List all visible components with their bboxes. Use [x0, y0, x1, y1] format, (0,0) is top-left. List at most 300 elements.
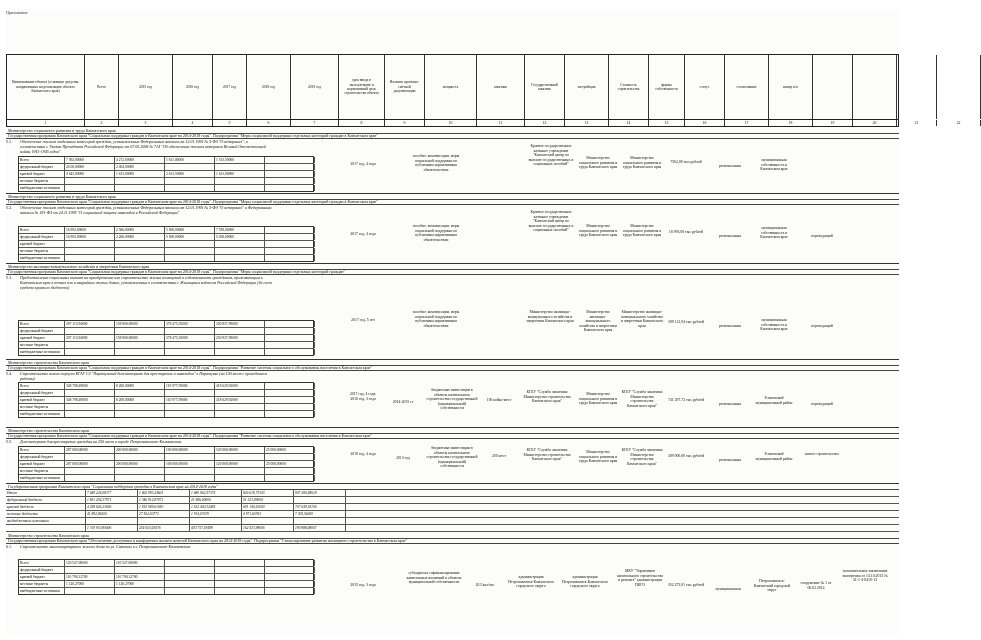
fin-cell: 120 000,00000	[215, 461, 265, 467]
fin-cell: внебюджетные источники	[19, 588, 65, 594]
financing-table	[18, 382, 314, 418]
fin-row	[19, 475, 313, 481]
fin-cell: федеральный бюджет	[19, 328, 65, 334]
header-col-status: статус	[685, 55, 725, 119]
purpose-cell: пособие, компенсации, меры социальной поддержки по публичным нормативным обязательствам	[412, 154, 460, 172]
fin-cell	[215, 475, 265, 481]
fin-cell	[165, 255, 215, 261]
sum-cell: 21 986,00000	[190, 497, 242, 503]
customer-cell: Министерство жилищно-коммунального хозяйства и энергетики Камчатского края	[526, 310, 574, 324]
fin-cell: Всего	[19, 321, 65, 327]
cost-cell: 309 000,00 тыс.рублей	[667, 454, 705, 458]
fin-cell: 110 977,59000	[165, 383, 215, 389]
fin-row	[19, 335, 313, 342]
header-col-cost: Стоимость строительства	[609, 55, 649, 119]
fin-cell	[115, 248, 165, 254]
fin-row	[19, 468, 313, 475]
row-description: Строительство нового корпуса КГАУ СЗ "Паратунский дом-интернат для престарелых и инвалидов" в Паратунке (на 100 мест с проведением работы)	[20, 371, 267, 381]
sum-cell: 1 914,67670	[190, 511, 242, 517]
term-cell: 2017 год, 4 года	[350, 232, 376, 236]
fin-cell	[265, 404, 315, 410]
section-title: Министерство строительства Камчатского края	[6, 360, 899, 366]
owner-cell: муниципальная собственность в Камчатском крае	[760, 318, 788, 332]
fin-cell	[215, 248, 265, 254]
fin-cell: 158 800,00000	[115, 321, 165, 327]
fin-row	[19, 241, 313, 248]
table-row-5-2	[6, 204, 899, 264]
fin-cell: 200 000,00000	[115, 447, 165, 453]
sum-cell: 907 280,48618	[294, 490, 346, 496]
ministry-cell: Министерство социального развития и труда Камчатского края	[578, 156, 618, 170]
sum-cell: 7 649 224,08377	[86, 490, 138, 496]
fin-row	[19, 397, 313, 404]
design-cell: 2013 год	[396, 456, 410, 460]
summary-row	[6, 518, 899, 525]
fin-cell	[215, 328, 265, 334]
table-row-6-1	[6, 543, 899, 631]
fin-cell	[65, 468, 115, 474]
fin-cell	[265, 255, 315, 261]
row-description: Дом-интернат для престарелых граждан на 250 мест в городе Петропавловске-Камчатском	[20, 439, 182, 444]
sum-cell: 1 910 949,61050	[138, 504, 190, 510]
ministry-cell: МКУ "Управление капитального строительства и ремонта" администрации ПКГО	[617, 569, 663, 587]
status-cell: новое строительство	[805, 452, 839, 456]
fin-row	[19, 383, 313, 390]
fin-cell	[165, 185, 215, 191]
col-number: 7	[291, 120, 339, 126]
form-cell: региональная	[719, 458, 741, 462]
fin-cell	[65, 454, 115, 460]
fin-cell	[265, 383, 315, 389]
sum-cell	[6, 525, 86, 531]
col-number: 18	[769, 120, 813, 126]
header-col-2018: 2018 год	[247, 55, 291, 119]
fin-cell: 418 629,92000	[215, 397, 265, 403]
sum-cell: Итого	[6, 490, 86, 496]
sum-cell: 1 851 254,37971	[86, 497, 138, 503]
fin-cell	[65, 248, 115, 254]
fin-cell	[265, 454, 315, 460]
capacity-cell: 20 Гкал/час	[475, 583, 495, 587]
fin-cell: 250 837,99000	[215, 321, 265, 327]
program-title: Государственная программа Камчатского края "Социальная поддержка граждан в Камчатском крае на 2014-2018 годы". Подпрограмма "Развитие системы социального обслуживания населения в Камчатском крае"	[6, 365, 899, 371]
fin-cell	[165, 588, 215, 594]
fin-cell	[165, 454, 215, 460]
column-number-row	[6, 120, 961, 127]
fin-cell: 16 992,00000	[65, 227, 115, 233]
sum-cell: 1 612 400,32084	[190, 504, 242, 510]
fin-cell: 4 272,00000	[115, 157, 165, 163]
table-row-5-5	[6, 438, 899, 484]
fin-cell	[65, 411, 115, 417]
owner-cell: Елизовский муниципальный район	[755, 396, 793, 405]
fin-cell	[165, 390, 215, 396]
fin-cell	[65, 185, 115, 191]
fin-cell	[265, 581, 315, 587]
sum-cell: 4 971,60763	[242, 511, 294, 517]
fin-cell: краевой бюджет	[19, 397, 65, 403]
fin-cell	[265, 227, 315, 233]
fin-row	[19, 185, 313, 191]
section-title: Министерство строительства Камчатского края	[6, 533, 899, 539]
fin-cell	[115, 255, 165, 261]
fin-cell	[115, 185, 165, 191]
sum-cell: 707 649,18156	[294, 504, 346, 510]
row-description: Строительство многоквартирного жилого дома по ул. Савченко в г. Петропавловске-Камчатском	[20, 544, 191, 549]
fin-row	[19, 588, 313, 594]
fin-cell: местные бюджеты	[19, 581, 65, 587]
fin-cell	[165, 342, 215, 348]
fin-cell	[215, 588, 265, 594]
col-number: 17	[725, 120, 769, 126]
fin-cell: 348 798,49000	[65, 397, 115, 403]
fin-cell	[215, 560, 265, 566]
sum-cell: внебюджетные источники	[6, 518, 86, 524]
fin-cell: 7 558,00000	[215, 227, 265, 233]
col-number: 16	[685, 120, 725, 126]
fin-cell: 1 613,00000	[115, 171, 165, 177]
ministry-cell: КГБУ "Служба заказчика Министерства строительства Камчатского края"	[621, 448, 663, 466]
fin-cell	[165, 468, 215, 474]
cost-cell: 741 297,72 тыс.рублей	[667, 398, 705, 402]
summary-row	[6, 490, 899, 497]
fin-cell: федеральный бюджет	[19, 567, 65, 573]
program-title: Государственная программа Камчатского края "Социальная поддержка граждан в Камчатском крае на 2014-2018 годы". Подпрограмма "Меры социальной поддержки отдельных категорий граждан"	[6, 269, 899, 275]
status-cell: переходящий	[811, 324, 833, 328]
fin-cell	[265, 241, 315, 247]
fin-cell	[265, 567, 315, 573]
col-number: 13	[565, 120, 609, 126]
sum-cell: 826 619,73343	[242, 490, 294, 496]
fin-cell: 287 000,00000	[65, 447, 115, 453]
sum-cell: 1 680 962,57374	[190, 490, 242, 496]
header-col-index: номер п/п	[769, 55, 813, 119]
sum-cell: 1 319 910,80006	[86, 525, 138, 531]
fin-row	[19, 447, 313, 454]
purpose-cell: пособие, компенсации, меры социальной поддержки по публичным нормативным обязательствам	[412, 310, 460, 328]
fin-cell	[65, 567, 115, 573]
section-title: Министерство жилищно-коммунального хозяйства и энергетики Камчатского края	[6, 264, 899, 270]
form-cell: региональная	[719, 164, 741, 168]
col-number: 22	[937, 120, 981, 126]
fin-row	[19, 171, 313, 178]
fin-cell	[215, 468, 265, 474]
term-cell: 2015 год, 3 года	[350, 583, 376, 587]
financing-table	[18, 226, 314, 262]
fin-cell	[215, 574, 265, 580]
section-title: Министерство социального развития и труда Камчатского края	[6, 194, 899, 200]
fin-cell: федеральный бюджет	[19, 234, 65, 240]
ministry-cell: Министерство социального развития и труда Камчатского края	[622, 224, 662, 238]
fin-cell: 378 475,35000	[165, 335, 215, 341]
fin-cell	[265, 164, 315, 170]
fin-cell: 250 837,99000	[215, 335, 265, 341]
header-col-2019: 2019 год	[291, 55, 339, 119]
fin-row	[19, 342, 313, 349]
fin-cell: Всего	[19, 227, 65, 233]
fin-cell	[265, 390, 315, 396]
summary-row	[6, 511, 899, 518]
fin-cell	[65, 390, 115, 396]
fin-row	[19, 164, 313, 171]
sum-cell	[294, 518, 346, 524]
fin-row	[19, 178, 313, 185]
fin-cell	[65, 342, 115, 348]
fin-cell: 7 392,00000	[65, 157, 115, 163]
scanned-document	[6, 10, 961, 634]
fin-cell	[165, 248, 215, 254]
fin-cell: Всего	[19, 157, 65, 163]
fin-cell	[65, 241, 115, 247]
fin-cell: внебюджетные источники	[19, 349, 65, 355]
fin-cell	[265, 321, 315, 327]
fin-cell: 5 569,00000	[165, 227, 215, 233]
fin-cell: федеральный бюджет	[19, 454, 65, 460]
fin-row	[19, 411, 313, 417]
fin-cell: Всего	[19, 447, 65, 453]
summary-title: Государственная программа Камчатского края "Социальная поддержка граждан в Камчатском крае на 2014-2018 годы"	[6, 484, 899, 490]
ministry-cell: Министерство жилищно-коммунального хозяйства и энергетики Камчатского края	[579, 310, 617, 333]
design-cell: 2014-2015 гг	[392, 400, 414, 404]
fin-cell	[115, 241, 165, 247]
fin-cell: местные бюджеты	[19, 178, 65, 184]
capacity-cell: 100 койко-мест	[486, 398, 512, 402]
approval-cell: положительное заключение экспертизы от 14.10.2013 № 41-1-4-0410-13	[842, 569, 888, 583]
section-title: Министерство социального развития и труда Камчатского края	[6, 128, 899, 134]
cost-cell: 399 112,94 тыс.рублей	[668, 320, 704, 324]
sum-cell: 7 305,56000	[294, 511, 346, 517]
row-description: Обеспечение жильем отдельных категорий граждан, установленных Федеральным законом от 12.01.1995 № 5-ФЗ "О ветеранах", в соответствии с Указом Президента Российской Федерации от 07.05.2008 № 714 "Об обеспечении жильем ветеранов Великой Отечественной войны 1941-1945 годов"	[20, 139, 266, 154]
header-col-blank-c	[897, 55, 937, 119]
term-cell: 2017 год, 4 года, 2016 год, 3 года	[349, 392, 377, 401]
fin-cell: 287 000,00000	[65, 461, 115, 467]
fin-cell	[115, 475, 165, 481]
fin-cell	[115, 454, 165, 460]
fin-row	[19, 581, 313, 588]
fin-cell: 16 992,00000	[65, 234, 115, 240]
fin-cell	[265, 328, 315, 334]
fin-row	[19, 227, 313, 234]
fin-cell	[165, 178, 215, 184]
fin-cell	[215, 454, 265, 460]
row-description: Обеспечение жильем отдельных категорий граждан, установленных Федеральным законом от 12.01.1995 № 5-ФЗ "О ветеранах" и Федеральным законом № 181-ФЗ от 24.11.1995 "О социальной защите инвалидов в Российской Федерации"	[20, 205, 272, 215]
fin-cell: 1 120,27000	[65, 581, 115, 587]
status-cell: сооружение № 1 от 06.02.2014	[800, 581, 832, 590]
fin-cell: 297 113,94000	[65, 321, 115, 327]
fin-cell: краевой бюджет	[19, 335, 65, 341]
header-col-capacity: мощность	[425, 55, 477, 119]
fin-cell: местные бюджеты	[19, 248, 65, 254]
fin-cell: 8 200,00000	[115, 383, 165, 389]
fin-row	[19, 349, 313, 355]
col-number: 5	[213, 120, 247, 126]
fin-cell	[115, 342, 165, 348]
fin-cell	[265, 468, 315, 474]
fin-cell: краевой бюджет	[19, 461, 65, 467]
customer-cell: Краевое государственное казенное учреждение "Камчатский центр по выплате государственных и социальных пособий"	[528, 210, 574, 233]
fin-cell: 110 790,12700	[115, 574, 165, 580]
fin-cell: 5 458,00000	[215, 234, 265, 240]
sum-cell: 430 757,19498	[190, 525, 242, 531]
fin-row	[19, 560, 313, 567]
header-col-approval: согласование	[725, 55, 769, 119]
fin-cell: федеральный бюджет	[19, 164, 65, 170]
header-col-name: Наименование объекта (основные средства, направленных на реализацию объекта Камчатского края)	[7, 55, 85, 119]
fin-cell	[215, 185, 265, 191]
sum-cell: местные бюджеты	[6, 511, 86, 517]
fin-cell: 297 113,94000	[65, 335, 115, 341]
fin-row	[19, 454, 313, 461]
col-number: 2	[85, 120, 119, 126]
fin-cell	[265, 335, 315, 341]
sum-cell: 691 140,52000	[242, 504, 294, 510]
row-number: 5.5.	[6, 439, 12, 444]
fin-row	[19, 390, 313, 397]
summary-row	[6, 497, 899, 504]
fin-cell	[265, 234, 315, 240]
status-cell: переходящий	[811, 234, 833, 238]
header-col-term: срок ввода в эксплуатацию и нормативный срок строительства объекта	[339, 55, 385, 119]
section-title: Министерство строительства Камчатского края	[6, 428, 899, 434]
owner-cell: Петропавловск-Камчатский городской округ	[753, 579, 791, 593]
fin-cell	[265, 411, 315, 417]
fin-cell: 100 000,00000	[165, 461, 215, 467]
program-title: Государственная программа Камчатского края "Социальная поддержка граждан в Камчатском крае на 2014-2018 годы". Подпрограмма "Меры социальной поддержки отдельных категорий граждан в Камчатском крае"	[6, 199, 899, 205]
header-col-ownership: формы собственности	[649, 55, 685, 119]
fin-cell: федеральный бюджет	[19, 390, 65, 396]
fin-cell: 5 569,00000	[165, 234, 215, 240]
summary-row	[6, 525, 899, 532]
purpose-cell: бюджетные инвестиции в объекты капитального строительства государственной (муниципальной) собственности	[426, 446, 478, 469]
fin-cell	[115, 567, 165, 573]
row-description: Предоставление социальных выплат на приобретение или строительство жилых помещений в собственность гражданам, проживающим в Камчатском крае в ветхих или в аварийных жилых домах, установленных в соответствии с Жилищным кодексом Российской Федерации (За счет средств краевого бюджета)	[20, 275, 272, 290]
col-number: 19	[813, 120, 853, 126]
fin-cell	[215, 342, 265, 348]
fin-cell	[115, 411, 165, 417]
term-cell: 2018 год, 4 года	[350, 452, 376, 456]
cost-cell: 16 993,00 тыс.рублей	[668, 230, 704, 234]
col-number: 12	[525, 120, 565, 126]
fin-cell	[115, 468, 165, 474]
fin-cell	[215, 411, 265, 417]
sum-cell: 41 892,86200	[86, 511, 138, 517]
sum-cell: 190 888,68007	[294, 525, 346, 531]
header-col-total: Всего	[85, 55, 119, 119]
fin-cell	[165, 475, 215, 481]
fin-cell	[115, 328, 165, 334]
fin-cell	[215, 241, 265, 247]
header-col-2015: 2015 год	[119, 55, 173, 119]
fin-row	[19, 574, 313, 581]
row-number: 5.1.	[6, 139, 12, 144]
summary-table	[6, 490, 899, 532]
fin-cell: 1 120,27000	[115, 581, 165, 587]
ministry-cell: Министерство социального развития и труда Камчатского края	[578, 392, 618, 406]
fin-row	[19, 157, 313, 164]
fin-cell	[165, 581, 215, 587]
fin-cell	[165, 574, 215, 580]
status-cell: переходящий	[811, 402, 833, 406]
fin-cell	[215, 255, 265, 261]
fin-cell: внебюджетные источники	[19, 255, 65, 261]
fin-cell	[115, 404, 165, 410]
fin-cell	[65, 328, 115, 334]
customer-cell: КГБУ "Служба заказчика Министерства строительства Камчатского края"	[523, 390, 571, 404]
fin-cell: внебюджетные источники	[19, 475, 65, 481]
form-cell: региональная	[719, 402, 741, 406]
fin-cell: 348 798,49000	[65, 383, 115, 389]
header-col-customer: заказчик	[477, 55, 525, 119]
sum-cell: 162 433,98006	[242, 525, 294, 531]
term-cell: 2017 год, 5 лет	[351, 318, 375, 322]
sum-cell: 1 346 912,87971	[138, 497, 190, 503]
table-row-5-1	[6, 138, 899, 194]
fin-cell: Всего	[19, 560, 65, 566]
fin-cell	[265, 397, 315, 403]
fin-row	[19, 328, 313, 335]
sum-cell: федеральный бюджет	[6, 497, 86, 503]
term-cell: 2017 год, 4 года	[350, 162, 376, 166]
row-number: 5.4.	[6, 371, 12, 376]
fin-cell	[265, 342, 315, 348]
ministry-cell: администрация Петропавловск-Камчатского городского округа	[561, 575, 609, 589]
fin-cell	[265, 560, 315, 566]
fin-cell: внебюджетные источники	[19, 411, 65, 417]
row-number: 6.1.	[6, 544, 12, 549]
cost-cell: 352 273,81 тыс.рублей	[667, 583, 705, 587]
fin-cell: 24 06,00000	[65, 164, 115, 170]
fin-cell	[215, 404, 265, 410]
financing-table	[18, 320, 314, 356]
financing-table	[18, 559, 314, 595]
fin-cell: 8 200,00000	[115, 397, 165, 403]
fin-cell: 25 000,00000	[265, 461, 315, 467]
customer-cell: администрация Петропавловск-Камчатского городского округа	[507, 575, 555, 589]
fin-cell	[265, 574, 315, 580]
program-title: Государственная программа Камчатского края "Обеспечение доступным и комфортным жильем жителей Камчатского края на 2014-2018 годы". Подпрограмма "Стимулирование развития жилищного строительства в Камчатском крае"	[6, 538, 899, 544]
financing-table	[18, 156, 314, 192]
fin-cell: внебюджетные источники	[19, 185, 65, 191]
col-number: 15	[649, 120, 685, 126]
fin-cell	[215, 178, 265, 184]
fin-cell	[165, 560, 215, 566]
summary-row	[6, 504, 899, 511]
fin-cell: 1 611,00000	[165, 157, 215, 163]
col-number: 10	[425, 120, 477, 126]
sum-cell: 1 462 993,24601	[138, 490, 190, 496]
col-number: 11	[477, 120, 525, 126]
fin-cell: краевой бюджет	[19, 574, 65, 580]
sum-cell: 254 053,63076	[138, 525, 190, 531]
fin-row	[19, 248, 313, 255]
ministry-cell: КГБУ "Служба заказчика Министерства строительства Камчатского края"	[621, 390, 663, 408]
col-number: 20	[853, 120, 897, 126]
ministry-cell: Министерство социального развития и труда Камчатского края	[578, 450, 618, 464]
sum-cell: 51 323,99000	[242, 497, 294, 503]
fin-cell	[115, 390, 165, 396]
fin-cell: 1 613,00000	[215, 171, 265, 177]
fin-cell	[115, 588, 165, 594]
table-header	[6, 54, 899, 120]
col-number: 6	[247, 120, 291, 126]
fin-cell	[65, 349, 115, 355]
fin-cell	[165, 404, 215, 410]
form-cell: региональная	[719, 324, 741, 328]
purpose-cell: бюджетные инвестиции в объекты капитального строительства государственной (муниципальной) собственности	[426, 388, 478, 411]
header-col-2017: 2017 год	[213, 55, 247, 119]
fin-cell	[215, 581, 265, 587]
fin-cell: 2 404,00000	[115, 164, 165, 170]
